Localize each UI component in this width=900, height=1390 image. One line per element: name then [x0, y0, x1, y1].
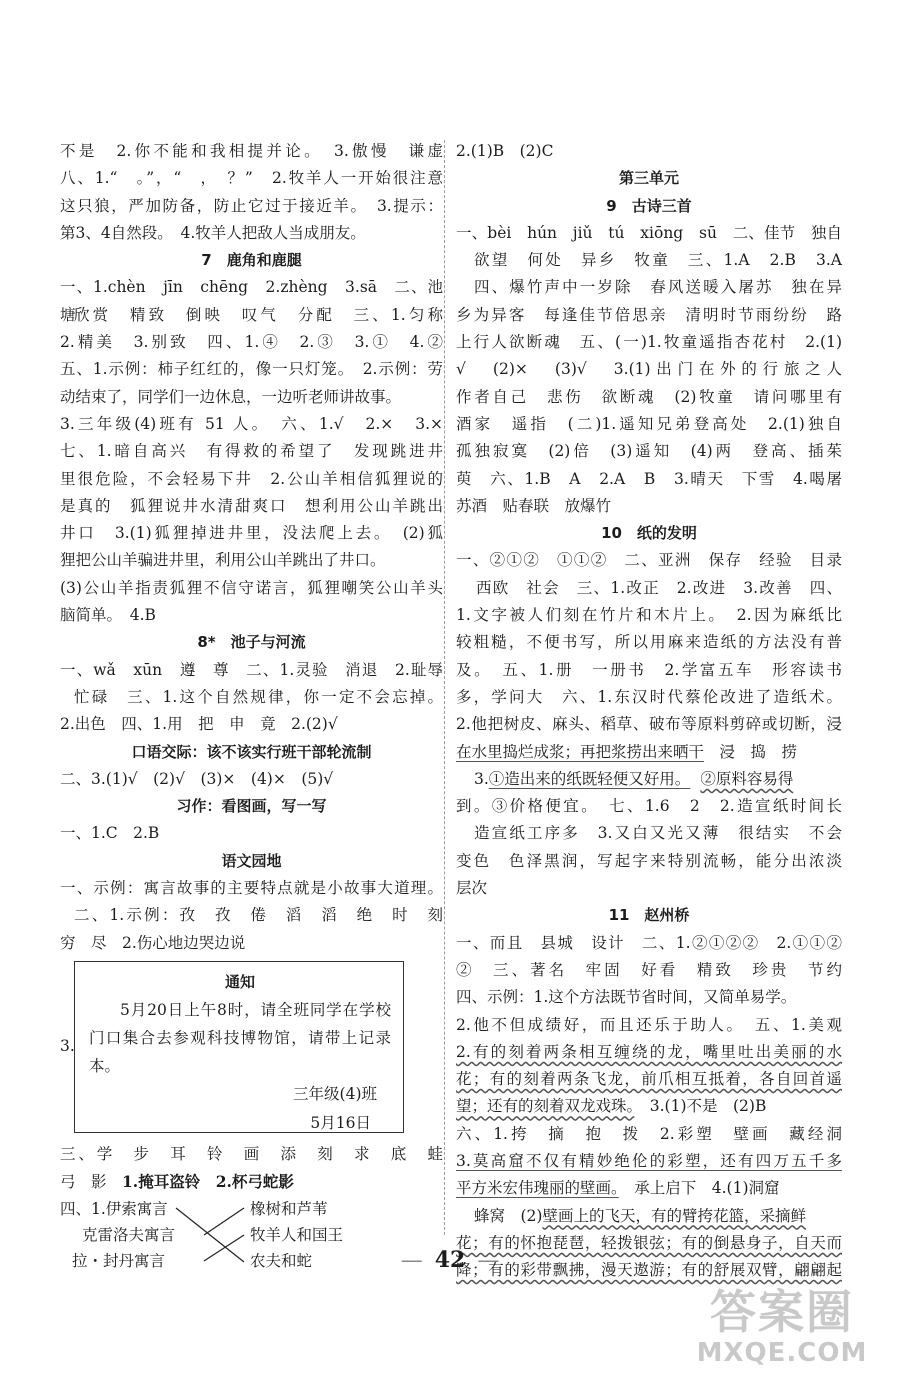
text-line: 四、爆竹声中一岁除 春风送暖入屠苏 独在异 [474, 278, 842, 297]
match-line [204, 1208, 244, 1235]
site-watermark [682, 1286, 882, 1376]
text-line: 2.他不但成绩好，而且还乐于助人。 五、1.美观 [456, 1015, 842, 1034]
section-heading: 9 古诗三首 [606, 196, 692, 215]
text-fragment: 弓 影 [60, 1173, 123, 1192]
text-line [456, 1203, 842, 1230]
left-column [60, 138, 443, 1276]
text-line: 一、而且 县城 设计 二、1.②①②② 2.①①② [456, 933, 842, 952]
notice-answer [60, 959, 443, 1141]
text-line: 变色 色泽黑润，写起字来特别流畅，能分出浓淡 [456, 851, 842, 870]
text-line: 四、示例：1.这个方法既节省时间，又简单易学。 [456, 988, 797, 1007]
text-line: √ (2)× (3)√ 3.(1)出门在外的行旅之人 [456, 360, 842, 379]
underlined-text: ①造出来的纸既轻便又好用。 [488, 769, 691, 788]
text-line: 上行人欲断魂 五、(一)1.牧童遥指杏花村 2.(1) [456, 333, 842, 352]
wavy-underlined-text: 望；还有的刻着双龙戏珠。 [456, 1097, 635, 1116]
text-line: 2.他把树皮、麻头、稻草、破布等原料剪碎或切断，浸 [456, 715, 842, 734]
text-line: 乡为异客 每逢佳节倍思亲 清明时节雨纷纷 路 [456, 305, 842, 324]
column-divider [444, 140, 445, 1235]
text-line: 二、3.(1)√ (2)√ (3)× (4)× (5)√ [60, 769, 334, 788]
wavy-underlined-text: 花；有的怀抱琵琶，轻拨银弦；有的倒悬身子，自天而 [456, 1233, 842, 1252]
text-line: 忙碌 三、1.这个自然规律，你一定不会忘掉。 [74, 687, 443, 706]
notice-body: 5月20日上午8时，请全班同学在学校门口集合去参观科技博物馆，请带上记录本。 [89, 1000, 391, 1075]
text-line: 2.出色 四、1.用 把 申 竟 2.(2)√ [60, 715, 338, 734]
text-line: 作者自己 悲伤 欲断魂 (2)牧童 请问哪里有 [456, 387, 842, 406]
section-heading: 习作：看图画，写一写 [176, 797, 327, 816]
text-line: 狸把公山羊骗进井里，利用公山羊跳出了井口。 [60, 551, 386, 570]
notice-box [74, 961, 404, 1133]
text-line: 这只狼，严加防备，防止它过于接近羊。 3.提示： [60, 196, 443, 215]
text-line: 2.(1)B (2)C [456, 142, 554, 160]
text-line: 一、1.C 2.B [60, 824, 160, 843]
text-line: 多，学问大 六、1.东汉时代蔡伦改进了造纸术。 [456, 687, 842, 706]
wavy-underlined-text: 花；有的刻着两条飞龙，前爪相互抵着，各自回首遥 [456, 1070, 842, 1089]
unit-heading: 第三单元 [618, 169, 679, 188]
notice-signature: 三年级(4)班 [293, 1084, 377, 1103]
text-line: 六、1.挎 摘 抱 拨 2.彩塑 壁画 藏经洞 [456, 1124, 842, 1143]
section-heading: 11 赵州桥 [608, 906, 690, 925]
wavy-underlined-text: 壁画上的飞天，有的臂挎花篮，采摘鲜 [542, 1206, 806, 1225]
text-line: 第3、4自然段。 4.牧羊人把敌人当成朋友。 [60, 223, 366, 242]
wavy-underlined-text: 2.有的刻着两条相互缠绕的龙，嘴里吐出美丽的水 [456, 1042, 842, 1061]
section-heading: 10 纸的发明 [601, 524, 697, 543]
text-line: 穷 尽 2.伤心地边哭边说 [60, 933, 246, 952]
text-line: 较粗糙，不便书写，所以用麻来造纸的方法没有普 [456, 633, 842, 652]
text-line: 苏酒 贴春联 放爆竹 [456, 496, 612, 515]
text-line: 一、②①② ①①② 二、亚洲 保存 经验 目录 [456, 551, 842, 570]
wavy-underlined-text: 降；有的彩带飘拂，漫天遨游；有的舒展双臂，翩翩起 [456, 1261, 842, 1280]
text-line: 欲望 何处 异乡 牧童 三、1.A 2.B 3.A [474, 251, 842, 270]
text-line: 西欧 社会 三、1.改正 2.改进 3.改善 四、 [476, 578, 842, 597]
text-line: 一、1.chèn jīn chēng 2.zhèng 3.sā 二、池塘 [60, 278, 443, 324]
text-fragment: 3. [474, 769, 489, 788]
wavy-underlined-text: ②原料容易得 [700, 769, 794, 788]
match-left-item: 拉・封丹寓言 [72, 1251, 166, 1270]
text-line: 七、1.暗自高兴 有得救的希望了 发现跳进井 [60, 442, 443, 461]
text-fragment: 承上启下 4.(1)洞窟 [618, 1179, 780, 1198]
text-line: 萸 六、1.B A 2.A B 3.晴天 下雪 4.喝屠 [456, 469, 842, 488]
page-number: — 42 — [0, 1247, 900, 1273]
text-line: (3)公山羊指责狐狸不信守诺言，狐狸嘲笑公山羊头 [60, 578, 443, 597]
text-fragment: 蜂窝 (2) [474, 1206, 543, 1225]
text-line: ② 三、著名 牢固 好看 精致 珍贵 节约 [456, 960, 842, 979]
text-line: 到。③价格便宜。 七、1.6 2 2.造宣纸时间长 [456, 797, 842, 816]
section-heading: 口语交际：该不该实行班干部轮流制 [131, 742, 372, 761]
section-heading: 7 鹿角和鹿腿 [201, 251, 302, 270]
watermark-logo-text: 答案圈 [710, 1285, 854, 1339]
text-line: 二、1.示例：孜 孜 倦 滔 滔 绝 时 刻 [74, 906, 443, 925]
text-line [456, 1093, 842, 1120]
underlined-text: 3.莫高窟不仅有精妙绝伦的彩塑，还有四万五千多 [456, 1151, 842, 1170]
text-line: 井口 3.(1)狐狸掉进井里，没法爬上去。 (2)狐 [60, 524, 443, 543]
text-line [456, 766, 842, 793]
right-column [456, 138, 842, 1284]
match-right-item: 牧羊人和国王 [250, 1225, 344, 1244]
text-line: 不是 2.你不能和我相提并论。 3.傲慢 谦虚 [60, 142, 443, 160]
text-line: 3.三年级(4)班有 51 人。 六、1.√ 2.× 3.× [60, 414, 443, 433]
text-line: 里很危险，不会轻易下井 2.公山羊相信狐狸说的 [60, 469, 443, 488]
text-line: 及。 五、1.册 一册书 2.学富五车 形容读书 [456, 660, 842, 679]
match-left-item: 克雷洛夫寓言 [82, 1225, 176, 1244]
text-line: 脑简单。 4.B [60, 606, 156, 625]
match-right-item: 橡树和芦苇 [250, 1199, 328, 1218]
underlined-text: 平方米宏伟瑰丽的壁画。 [456, 1179, 619, 1198]
text-line: 孤独寂寞 (2)倍 (3)遥知 (4)两 登高、插茱 [456, 442, 842, 461]
text-line: 是真的 狐狸说井水清甜爽口 想利用公山羊跳出 [60, 496, 443, 515]
watermark-url: MXQE.COM [696, 1338, 868, 1368]
text-line: 动结束了，同学们一边休息，一边听老师讲故事。 [60, 387, 402, 406]
text-line: 2.精美 3.别致 四、1.④ 2.③ 3.① 4.② [60, 333, 443, 352]
item-number: 3. [60, 1036, 75, 1055]
text-fragment-bold: 1.掩耳盗铃 2.杯弓蛇影 [122, 1172, 294, 1192]
match-left-item: 四、1.伊索寓言 [60, 1199, 168, 1218]
text-line: 1.文字被人们刻在竹片和木片上。 2.因为麻纸比 [456, 606, 842, 625]
text-fragment: 3.(1)不是 (2)B [634, 1097, 767, 1116]
text-line: 造宣纸工序多 3.又白又光又薄 很结实 不会 [474, 824, 842, 843]
text-line [456, 739, 842, 766]
text-line: 层次 [456, 879, 488, 898]
match-right-item: 农夫和蛇 [250, 1251, 313, 1270]
section-heading: 语文园地 [221, 851, 282, 870]
section-heading: 8* 池子与河流 [197, 633, 306, 652]
text-line: 一、示例：寓言故事的主要特点就是小故事大道理。 [60, 879, 443, 898]
text-line: 三、学 步 耳 铃 画 添 刻 求 底 蛙 [60, 1144, 443, 1163]
text-line: 酒家 遥指 (二)1.遥知兄弟登高处 2.(1)独自 [456, 414, 842, 433]
text-line: 一、bèi hún jiǔ tú xiōng sū 二、佳节 独自 [456, 223, 842, 242]
text-line: 八、1.“ 。”，“ ， ？” 2.牧羊人一开始很注意 [60, 169, 443, 188]
text-line: 五、1.示例：柿子红红的，像一只灯笼。 2.示例：劳 [60, 360, 443, 379]
underlined-text: 在水里捣烂成浆；再把浆捞出来晒干 [456, 742, 705, 761]
notice-date: 5月16日 [310, 1113, 371, 1132]
text-line [456, 1175, 842, 1202]
text-fragment: 浸 捣 捞 [704, 742, 798, 761]
text-line: 一、wǎ xūn 遵 尊 二、1.灵验 消退 2.耻辱 [60, 660, 443, 679]
text-line [60, 1168, 443, 1195]
notice-title: 通知 [224, 972, 255, 991]
text-line: 欣赏 精致 倒映 叹气 分配 三、1.匀称 [74, 305, 443, 324]
